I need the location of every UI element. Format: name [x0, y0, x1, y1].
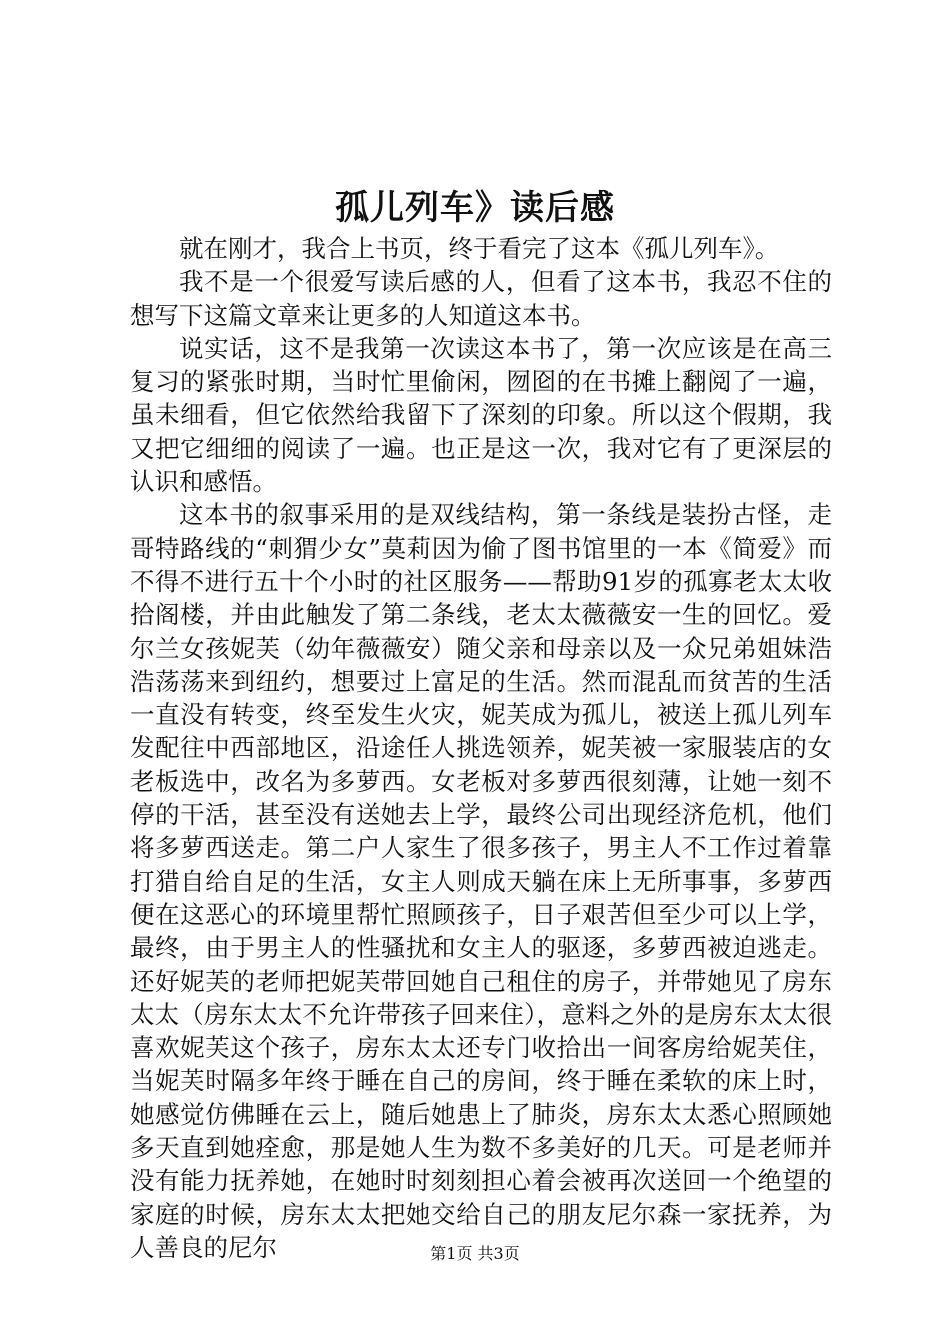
paragraph: 我不是一个很爱写读后感的人，但看了这本书，我忍不住的想写下这篇文章来让更多的人知道这本书。 [130, 267, 832, 330]
page-title: 孤儿列车》读后感 [335, 188, 615, 228]
paragraph: 这本书的叙事采用的是双线结构，第一条线是装扮古怪，走哥特路线的“刺猬少女”莫莉因为偷了图书馆里的一本《简爱》而不得不进行五十个小时的社区服务——帮助91岁的孤寡老太太收拾阁楼，并由此触发了第二条线，老太太薇薇安一生的回忆。爱尔兰女孩妮芙（幼年薇薇安）随父亲和母亲以及一众兄弟姐妹浩浩荡荡来到纽约，想要过上富足的生活。然而混乱而贫苦的生活一直没有转变，终至发生火灾，妮芙成为孤儿，被送上孤儿列车发配往中西部地区，沿途任人挑选领养，妮芙被一家服装店的女老板选中，改名为多萝西。女老板对多萝西很刻薄，让她一刻不停的干活，甚至没有送她去上学，最终公司出现经济危机，他们将多萝西送走。第二户人家生了很多孩子，男主人不工作过着靠打猎自给自足的生活，女主人则成天躺在床上无所事事，多萝西便在这恶心的环境里帮忙照顾孩子，日子艰苦但至少可以上学，最终，由于男主人的性骚扰和女主人的驱逐，多萝西被迫逃走。还好妮芙的老师把妮芙带回她自己租住的房子，并带她见了房东太太（房东太太不允许带孩子回来住），意料之外的是房东太太很喜欢妮芙这个孩子，房东太太还专门收拾出一间客房给妮芙住，当妮芙时隔多年终于睡在自己的房间，终于睡在柔软的床上时，她感觉仿佛睡在云上，随后她患上了肺炎，房东太太悉心照顾她多天直到她痊愈，那是她人生为数不多美好的几天。可是老师并没有能力抚养她，在她时时刻刻担心着会被再次送回一个绝望的家庭的时候，房东太太把她交给自己的朋友尼尔森一家抚养，为人善良的尼尔 [130, 500, 832, 1262]
document-body [130, 232, 832, 1264]
paragraph: 就在刚才，我合上书页，终于看完了这本《孤儿列车》。 [179, 234, 780, 263]
paragraph: 说实话，这不是我第一次读这本书了，第一次应该是在高三复习的紧张时期，当时忙里偷闲，囫囵的在书摊上翻阅了一遍，虽未细看，但它依然给我留下了深刻的印象。所以这个假期，我又把它细细的阅读了一遍。也正是这一次，我对它有了更深层的认识和感悟。 [130, 333, 832, 497]
page-footer: 第1页 共3页 [430, 1244, 520, 1263]
